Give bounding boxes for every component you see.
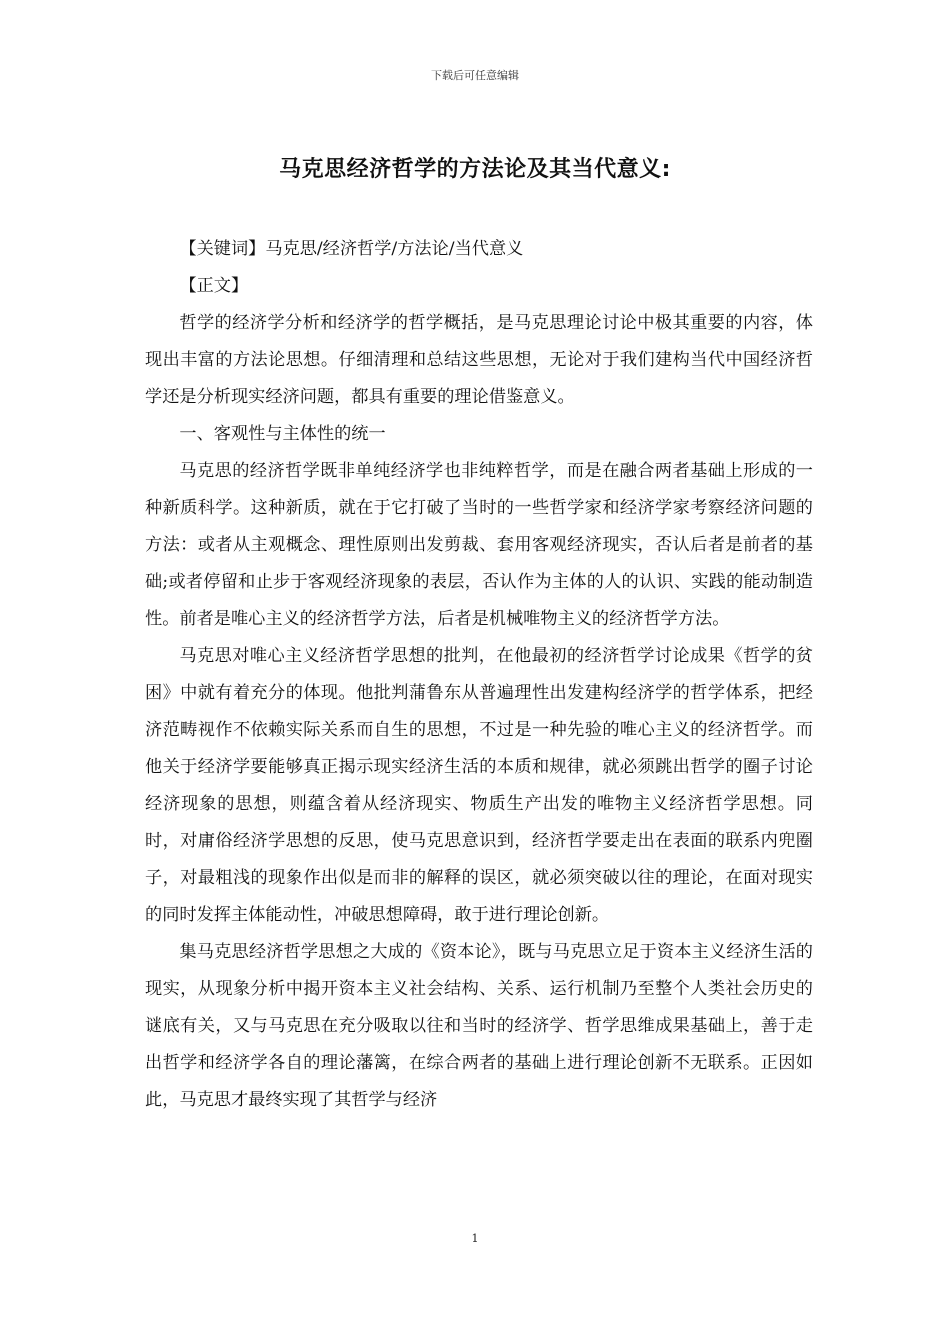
header-note: 下载后可任意编辑 [431, 69, 519, 82]
document-title: 马克思经济哲学的方法论及其当代意义: [279, 157, 671, 182]
keywords-line: 【关键词】马克思/经济哲学/方法论/当代意义 [179, 239, 524, 259]
page-number: 1 [471, 1232, 479, 1245]
paragraph-intro: 哲学的经济学分析和经济学的哲学概括，是马克思理论讨论中极其重要的内容，体现出丰富的方法论思想。仔细清理和总结这些思想，无论对于我们建构当代中国经济哲学还是分析现实经济问题，都具有重要的理论借鉴意义。 [145, 313, 813, 407]
paragraph: 马克思对唯心主义经济哲学思想的批判，在他最初的经济哲学讨论成果《哲学的贫困》中就有着充分的体现。他批判蒲鲁东从普遍理性出发建构经济学的哲学体系，把经济范畴视作不依赖实际关系而自生的思想，不过是一种先验的唯心主义的经济哲学。而他关于经济学要能够真正揭示现实经济生活的本质和规律，就必须跳出哲学的圈子讨论经济现象的思想，则蕴含着从经济现实、物质生产出发的唯物主义经济哲学思想。同时，对庸俗经济学思想的反思，使马克思意识到，经济哲学要走出在表面的联系内兜圈子，对最粗浅的现象作出似是而非的解释的误区，就必须突破以往的理论，在面对现实的同时发挥主体能动性，冲破思想障碍，敢于进行理论创新。 [145, 646, 813, 925]
document-body [145, 231, 813, 1119]
section-heading: 一、客观性与主体性的统一 [179, 424, 386, 444]
body-label: 【正文】 [179, 276, 249, 296]
paragraph: 马克思的经济哲学既非单纯经济学也非纯粹哲学，而是在融合两者基础上形成的一种新质科学。这种新质，就在于它打破了当时的一些哲学家和经济学家考察经济问题的方法：或者从主观概念、理性原则出发剪裁、套用客观经济现实，否认后者是前者的基础;或者停留和止步于客观经济现象的表层，否认作为主体的人的认识、实践的能动制造性。前者是唯心主义的经济哲学方法，后者是机械唯物主义的经济哲学方法。 [145, 461, 813, 629]
paragraph: 集马克思经济哲学思想之大成的《资本论》，既与马克思立足于资本主义经济生活的现实，从现象分析中揭开资本主义社会结构、关系、运行机制乃至整个人类社会历史的谜底有关，又与马克思在充分吸取以往和当时的经济学、哲学思维成果基础上，善于走出哲学和经济学各自的理论藩篱，在综合两者的基础上进行理论创新不无联系。正因如此，马克思才最终实现了其哲学与经济 [145, 942, 813, 1110]
